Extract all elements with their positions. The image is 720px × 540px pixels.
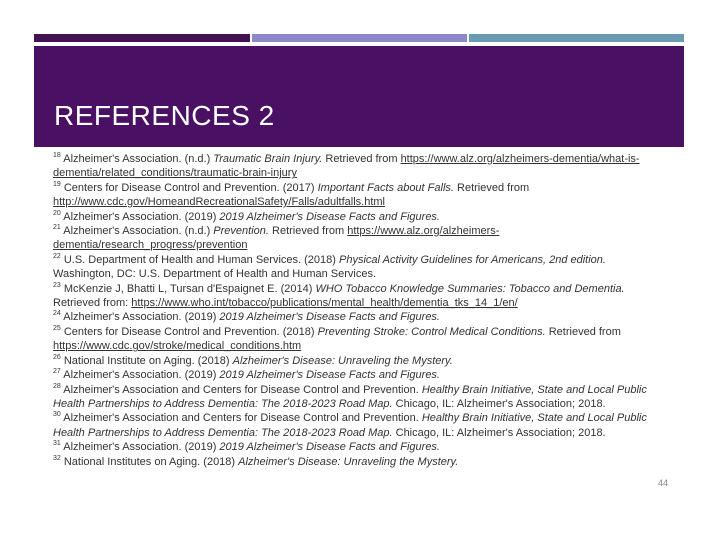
reference-item (53, 354, 665, 368)
reference-text: Retrieved from: (53, 297, 132, 310)
reference-text: Alzheimer's Association. (n.d.) (63, 225, 214, 238)
reference-title: 2019 Alzheimer's Disease Facts and Figures. (219, 369, 440, 382)
reference-item (53, 325, 665, 354)
reference-title: Preventing Stroke: Control Medical Conditions. (317, 325, 546, 338)
reference-text: Retrieved from (268, 225, 348, 238)
reference-text: Alzheimer's Association. (n.d.) (63, 153, 214, 165)
reference-number: 32 (53, 454, 61, 462)
reference-text: Alzheimer's Association and Centers for Disease Control and Prevention. (63, 412, 422, 425)
reference-title: 2019 Alzheimer's Disease Facts and Figures. (219, 441, 440, 454)
title-banner (34, 46, 684, 147)
reference-text: Alzheimer's Association. (2019) (63, 369, 220, 382)
reference-link[interactable]: https://www.who.int/tobacco/publications/mental_health/dementia_tks_14_1/en/ (131, 297, 518, 310)
reference-text: Alzheimer's Association and Centers for Disease Control and Prevention. (63, 383, 422, 396)
header-bar-left (34, 34, 250, 42)
reference-number: 19 (53, 180, 61, 188)
reference-number: 26 (53, 353, 61, 361)
reference-text: Alzheimer's Association. (2019) (63, 441, 220, 454)
reference-item (53, 282, 665, 311)
reference-text: National Institute on Aging. (2018) (63, 354, 233, 367)
reference-text: McKenzie J, Bhatti L, Tursan d'Espaignet E. (2014) (63, 282, 316, 295)
reference-item (53, 224, 665, 253)
reference-item (53, 181, 665, 210)
page-title: REFERENCES 2 (54, 100, 275, 131)
reference-title: 2019 Alzheimer's Disease Facts and Figures. (219, 210, 440, 223)
reference-title: Alzheimer's Disease: Unraveling the Mystery. (232, 354, 453, 367)
reference-title: Healthy Brain Initiative, State and Local Public Health Partnerships to Address Dementia: The 2018-2023 Road Map. (53, 383, 647, 410)
reference-text: National Institutes on Aging. (2018) (63, 455, 239, 468)
reference-link[interactable]: http://www.cdc.gov/HomeandRecreationalSafety/Falls/adultfalls.html (53, 196, 385, 209)
reference-text: Washington, DC: U.S. Department of Health and Human Services. (53, 268, 377, 281)
reference-title: Prevention. (213, 225, 269, 238)
reference-text: Alzheimer's Association. (2019) (63, 311, 220, 324)
reference-number: 30 (53, 411, 61, 419)
reference-link[interactable]: https://www.alz.org/alzheimers-dementia/what-is-dementia/related_conditions/traumatic-brain-injury (53, 153, 640, 180)
page-number: 44 (658, 478, 669, 488)
reference-text: Centers for Disease Control and Prevention. (2017) (63, 181, 318, 194)
reference-number: 23 (53, 281, 61, 289)
reference-number: 24 (53, 310, 61, 318)
reference-item (53, 253, 665, 282)
reference-number: 22 (53, 252, 61, 260)
header-bar-middle (252, 34, 467, 42)
reference-number: 20 (53, 209, 61, 217)
reference-item (53, 152, 665, 181)
reference-number: 28 (53, 382, 61, 390)
reference-item (53, 411, 665, 440)
reference-title: 2019 Alzheimer's Disease Facts and Figures. (219, 311, 440, 324)
reference-text: Chicago, IL: Alzheimer's Association; 2018. (392, 397, 606, 410)
reference-number: 27 (53, 368, 61, 376)
reference-text: Retrieved from (545, 325, 621, 338)
reference-item (53, 455, 665, 469)
reference-text: Retrieved from (322, 153, 401, 165)
reference-title: Alzheimer's Disease: Unraveling the Mystery. (238, 455, 459, 468)
reference-text: Centers for Disease Control and Prevention. (2018) (63, 325, 318, 338)
reference-title: WHO Tobacco Knowledge Summaries: Tobacco and Dementia. (315, 282, 625, 295)
reference-item (53, 368, 665, 382)
reference-item (53, 310, 665, 324)
reference-link[interactable]: https://www.cdc.gov/stroke/medical_conditions.htm (53, 340, 302, 353)
reference-title: Physical Activity Guidelines for Americans, 2nd edition. (339, 253, 606, 266)
header-bar-right (469, 34, 684, 42)
reference-item (53, 210, 665, 224)
reference-link[interactable]: https://www.alz.org/alzheimers-dementia/research_progress/prevention (53, 225, 500, 252)
reference-number: 21 (53, 224, 61, 232)
references-list (53, 152, 665, 469)
reference-number: 31 (53, 440, 61, 448)
reference-title: Important Facts about Falls. (317, 181, 454, 194)
reference-number: 18 (53, 152, 61, 159)
reference-item (53, 383, 665, 412)
reference-text: Chicago, IL: Alzheimer's Association; 2018. (392, 426, 606, 439)
reference-item (53, 440, 665, 454)
reference-text: U.S. Department of Health and Human Services. (2018) (63, 253, 339, 266)
reference-title: Traumatic Brain Injury. (213, 153, 323, 165)
reference-text: Alzheimer's Association. (2019) (63, 210, 220, 223)
reference-title: Healthy Brain Initiative, State and Local Public Health Partnerships to Address Dementia: The 2018-2023 Road Map. (53, 412, 647, 439)
reference-text: Retrieved from (453, 181, 530, 194)
reference-number: 25 (53, 324, 61, 332)
